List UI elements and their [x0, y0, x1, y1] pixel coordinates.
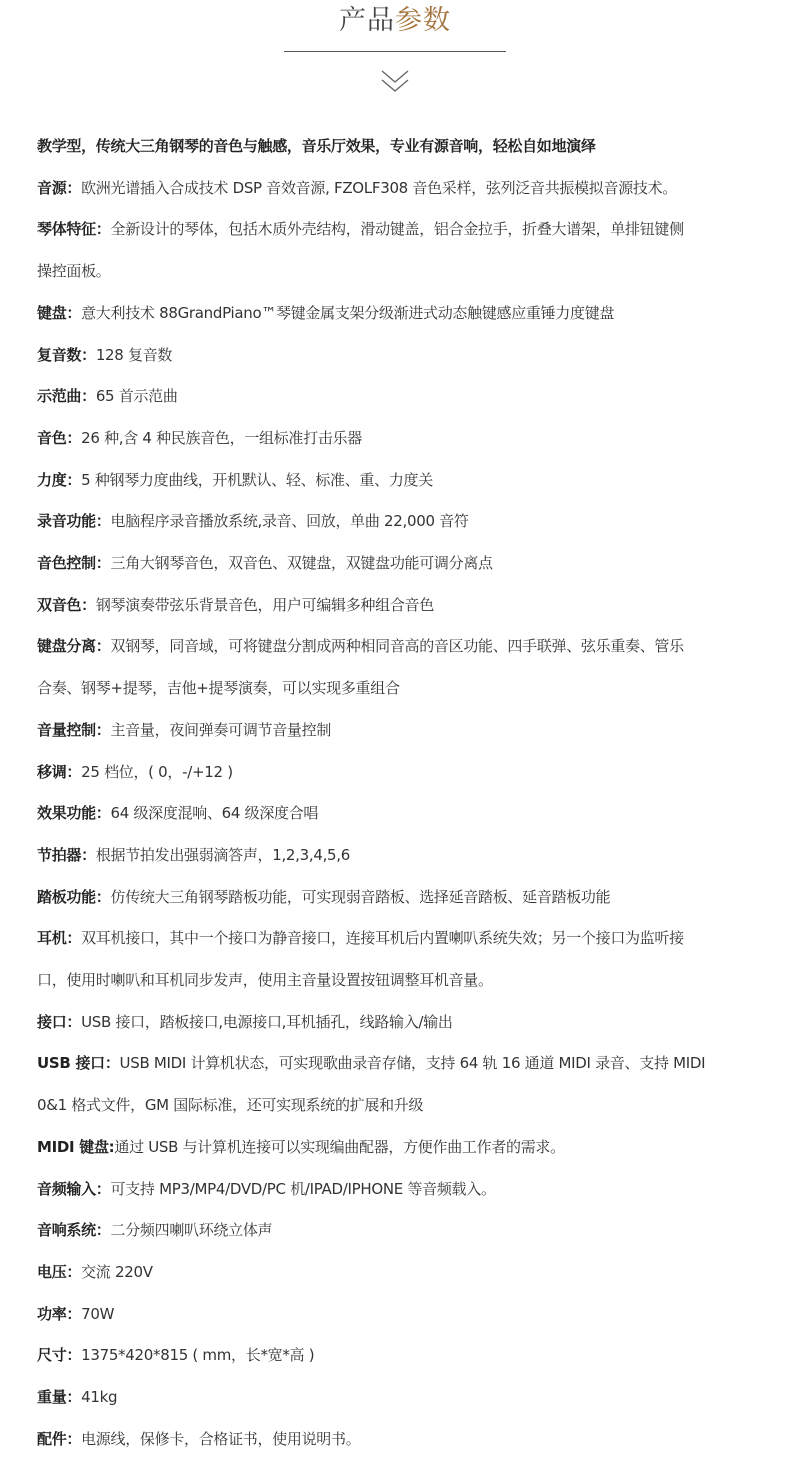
double-chevron-down-icon — [380, 68, 410, 96]
spec-row — [37, 168, 757, 210]
spec-label: 音频输入： — [37, 1179, 111, 1198]
spec-label: 移调： — [37, 762, 82, 781]
spec-value: 0&1 格式文件，GM 国际标准，还可实现系统的扩展和升级 — [37, 1096, 424, 1115]
page-title — [0, 4, 790, 38]
spec-value: 交流 220V — [81, 1262, 153, 1281]
spec-row — [37, 335, 757, 377]
spec-label: 节拍器： — [37, 845, 96, 864]
spec-row — [37, 501, 757, 543]
spec-row — [37, 877, 757, 919]
spec-value: 合奏、钢琴+提琴，吉他+提琴演奏，可以实现多重组合 — [37, 679, 400, 698]
spec-label: 功率： — [37, 1304, 82, 1323]
spec-value: 钢琴演奏带弦乐背景音色，用户可编辑多种组合音色 — [95, 595, 434, 614]
spec-label: 键盘： — [37, 303, 82, 322]
spec-value: 5 种钢琴力度曲线，开机默认、轻、标准、重、力度关 — [81, 470, 433, 489]
spec-label: MIDI 键盘: — [37, 1137, 115, 1156]
spec-row — [37, 418, 757, 460]
spec-label: 效果功能： — [37, 804, 111, 823]
spec-label: 音源： — [37, 178, 82, 197]
spec-row — [37, 1210, 757, 1252]
intro-line: 教学型，传统大三角钢琴的音色与触感，音乐厅效果，专业有源音响，轻松自如地演绎 — [37, 137, 596, 155]
title-divider — [284, 51, 506, 52]
spec-label: 音色控制： — [37, 554, 111, 573]
spec-label: 电压： — [37, 1262, 82, 1281]
spec-label: 耳机： — [37, 929, 82, 948]
spec-value: 全新设计的琴体，包括木质外壳结构，滑动键盖，铝合金拉手，折叠大谱架，单排钮键侧 — [110, 220, 684, 239]
section-header — [0, 0, 790, 120]
spec-value: 电源线，保修卡，合格证书，使用说明书。 — [81, 1429, 361, 1448]
spec-label: 接口： — [37, 1012, 82, 1031]
spec-list — [37, 126, 757, 1461]
spec-label: 配件： — [37, 1429, 82, 1448]
spec-row-continuation — [37, 668, 757, 710]
spec-value: 口，使用时喇叭和耳机同步发声，使用主音量设置按钮调整耳机音量。 — [37, 971, 493, 990]
spec-row — [37, 543, 757, 585]
spec-value: 25 档位，( 0，-/+12 ) — [81, 762, 233, 781]
spec-row-continuation — [37, 1085, 757, 1127]
spec-row — [37, 1335, 757, 1377]
spec-value: 41kg — [81, 1388, 118, 1407]
spec-row — [37, 626, 757, 668]
spec-value: 电脑程序录音播放系统,录音、回放，单曲 22,000 音符 — [110, 512, 469, 531]
spec-value: USB MIDI 计算机状态，可实现歌曲录音存储，支持 64 轨 16 通道 MIDI 录音、支持 MIDI — [119, 1054, 706, 1073]
spec-label: 音响系统： — [37, 1221, 111, 1240]
spec-value: 根据节拍发出强弱滴答声，1,2,3,4,5,6 — [95, 845, 351, 864]
spec-row — [37, 1377, 757, 1419]
spec-value: 128 复音数 — [95, 345, 173, 364]
spec-row — [37, 1002, 757, 1044]
spec-row — [37, 1294, 757, 1336]
spec-row — [37, 1169, 757, 1211]
spec-row — [37, 585, 757, 627]
spec-row-continuation — [37, 960, 757, 1002]
spec-row — [37, 293, 757, 335]
spec-label: USB 接口： — [37, 1054, 120, 1073]
spec-label: 录音功能： — [37, 512, 111, 531]
spec-value: 双钢琴，同音域，可将键盘分割成两种相同音高的音区功能、四手联弹、弦乐重奏、管乐 — [110, 637, 684, 656]
spec-row — [37, 1252, 757, 1294]
spec-row — [37, 835, 757, 877]
spec-value: 通过 USB 与计算机连接可以实现编曲配器，方便作曲工作者的需求。 — [114, 1137, 565, 1156]
spec-label: 音色： — [37, 428, 82, 447]
spec-value: 65 首示范曲 — [95, 387, 178, 406]
spec-label: 示范曲： — [37, 387, 96, 406]
spec-row — [37, 376, 757, 418]
spec-value: 双耳机接口，其中一个接口为静音接口，连接耳机后内置喇叭系统失效；另一个接口为监听接 — [81, 929, 684, 948]
spec-value: 仿传统大三角钢琴踏板功能，可实现弱音踏板、选择延音踏板、延音踏板功能 — [110, 887, 611, 906]
spec-value: USB 接口，踏板接口,电源接口,耳机插孔，线路输入/输出 — [81, 1012, 453, 1031]
spec-value: 可支持 MP3/MP4/DVD/PC 机/IPAD/IPHONE 等音频载入。 — [110, 1179, 496, 1198]
spec-value: 26 种,含 4 种民族音色，一组标准打击乐器 — [81, 428, 362, 447]
spec-label: 音量控制： — [37, 720, 111, 739]
title-accent: 参数 — [395, 5, 451, 36]
spec-label: 踏板功能： — [37, 887, 111, 906]
spec-row — [37, 1419, 757, 1461]
spec-value: 70W — [81, 1304, 115, 1323]
spec-label: 键盘分离： — [37, 637, 111, 656]
title-main: 产品 — [339, 5, 395, 36]
spec-row — [37, 1043, 757, 1085]
spec-value: 欧洲光谱插入合成技术 DSP 音效音源, FZOLF308 音色采样，弦列泛音共振模拟音源技术。 — [81, 178, 677, 197]
spec-row — [37, 460, 757, 502]
spec-value: 操控面板。 — [37, 262, 111, 281]
spec-row-continuation — [37, 251, 757, 293]
spec-value: 1375*420*815 ( mm，长*宽*高 ) — [81, 1346, 315, 1365]
spec-value: 三角大钢琴音色，双音色、双键盘，双键盘功能可调分离点 — [110, 554, 493, 573]
spec-row — [37, 209, 757, 251]
spec-value: 主音量，夜间弹奏可调节音量控制 — [110, 720, 332, 739]
spec-label: 力度： — [37, 470, 82, 489]
spec-row — [37, 710, 757, 752]
spec-label: 复音数： — [37, 345, 96, 364]
spec-value: 意大利技术 88GrandPiano™琴键金属支架分级渐进式动态触键感应重锤力度键盘 — [81, 303, 615, 322]
spec-row — [37, 918, 757, 960]
spec-row — [37, 793, 757, 835]
spec-label: 琴体特征： — [37, 220, 111, 239]
spec-label: 重量： — [37, 1388, 82, 1407]
spec-value: 二分频四喇叭环绕立体声 — [110, 1221, 273, 1240]
spec-label: 双音色： — [37, 595, 96, 614]
spec-label: 尺寸： — [37, 1346, 82, 1365]
spec-row — [37, 752, 757, 794]
spec-row — [37, 1127, 757, 1169]
spec-value: 64 级深度混响、64 级深度合唱 — [110, 804, 319, 823]
